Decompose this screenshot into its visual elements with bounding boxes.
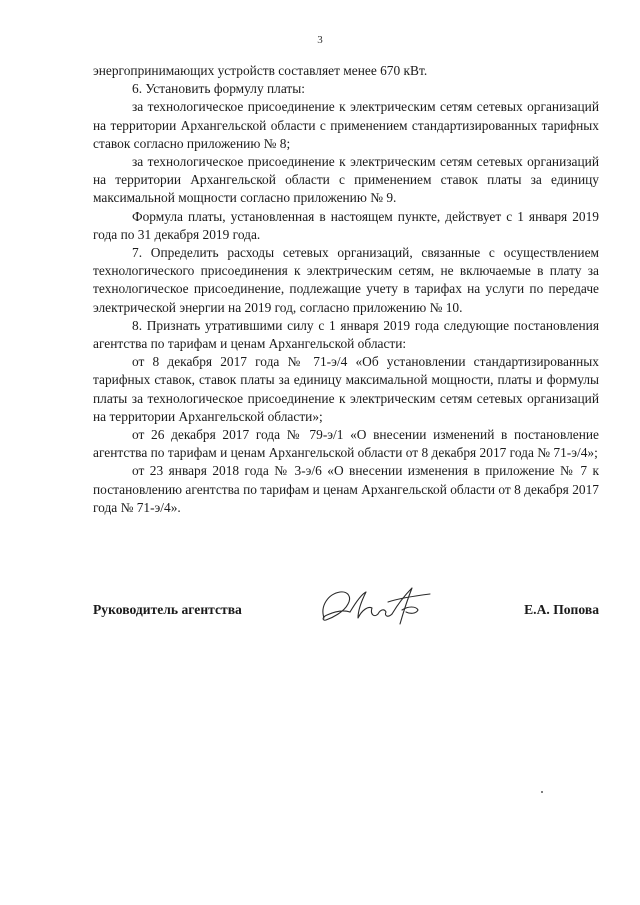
paragraph: энергопринимающих устройств составляет менее 670 кВт. xyxy=(93,63,428,78)
document-body xyxy=(93,62,599,517)
signatory-name: Е.А. Попова xyxy=(524,602,599,617)
signatory-title: Руководитель агентства xyxy=(93,602,242,617)
paragraph: 6. Установить формулу платы: xyxy=(132,81,306,97)
paragraph: от 23 января 2018 года № 3-э/6 «О внесении изменения в приложение № 7 к постановлению агентства по тарифам и ценам Архангельской области от 8 декабря 2017 года № 71-э/4». xyxy=(93,463,599,515)
paragraph: Формула платы, установленная в настоящем пункте, действует с 1 января 2019 года по 31 декабря 2019 года. xyxy=(93,208,599,242)
paragraph: за технологическое присоединение к электрическим сетям сетевых организаций на территории Архангельской области с применением ставок платы за единицу максимальной мощности согласно приложению № 9. xyxy=(93,154,599,206)
page-number: 3 xyxy=(317,34,323,46)
paragraph: за технологическое присоединение к электрическим сетям сетевых организаций на территории Архангельской области с применением стандартизированных тарифных ставок согласно приложению № 8; xyxy=(93,99,599,151)
handwritten-signature xyxy=(318,584,436,628)
paragraph: 7. Определить расходы сетевых организаций, связанные с осуществлением технологического присоединения к электрическим сетям, не включаемые в плату за технологическое присоединение, подлежащие учету в тарифах на услуги по передаче электрической энергии на 2019 год, согласно приложению № 10. xyxy=(93,245,599,315)
scan-speck xyxy=(541,791,543,793)
paragraph: от 8 декабря 2017 года № 71-э/4 «Об установлении стандартизированных тарифных ставок, ставок платы за единицу максимальной мощности, платы и формулы платы за технологическое присоединение к электрическим сетям сетевых организаций на территории Архангельской области»; xyxy=(93,354,599,424)
paragraph: 8. Признать утратившими силу с 1 января 2019 года следующие постановления агентства по тарифам и ценам Архангельской области: xyxy=(93,317,599,352)
paragraph: от 26 декабря 2017 года № 79-э/1 «О внесении изменений в постановление агентства по тарифам и ценам Архангельской области от 8 декабря 2017 года № 71-э/4»; xyxy=(93,427,599,461)
